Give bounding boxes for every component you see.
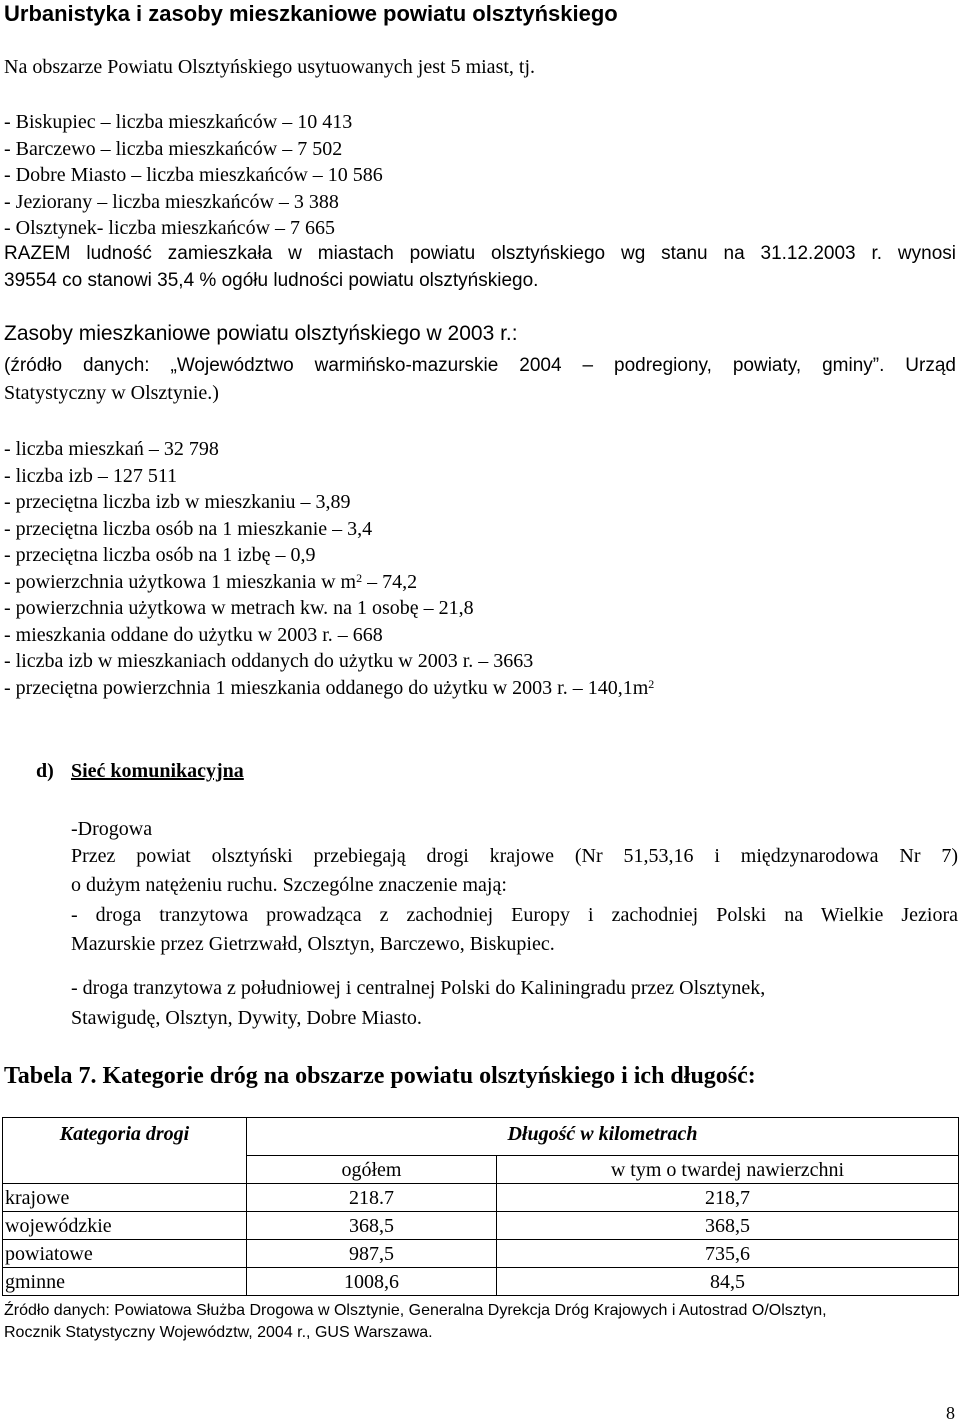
paragraph-line: Przez powiat olsztyński przebiegają drogi krajowe (Nr 51,53,16 i międzynarodowa Nr 7): [71, 845, 958, 867]
road-paragraph-2: [71, 904, 958, 927]
paragraph-line: - droga tranzytowa prowadząca z zachodniej Europy i zachodniej Polski na Wielkie Jeziora: [71, 904, 958, 926]
header-length: Długość w kilometrach: [247, 1118, 959, 1156]
towns-list: [4, 109, 383, 242]
road-paragraph-3-end: Stawigudę, Olsztyn, Dywity, Dobre Miasto.: [71, 1007, 422, 1029]
road-paragraph-3: - droga tranzytowa z południowej i centralnej Polski do Kaliningradu przez Olsztynek,: [71, 977, 766, 999]
cell-category: gminne: [3, 1268, 247, 1296]
table-row: [3, 1212, 959, 1240]
road-paragraph-2-end: Mazurskie przez Gietrzwałd, Olsztyn, Barczewo, Biskupiec.: [71, 933, 555, 955]
housing-source-line-1: [4, 355, 956, 377]
list-item: - liczba mieszkań – 32 798: [4, 438, 219, 460]
list-item: - liczba izb w mieszkaniach oddanych do użytku w 2003 r. – 3663: [4, 650, 534, 672]
source-text: (źródło danych: „Województwo warmińsko-mazurskie 2004 – podregiony, powiaty, gminy”. Urząd: [4, 355, 956, 376]
list-item: - Olsztynek- liczba mieszkańców – 7 665: [4, 217, 336, 239]
cell-total: 1008,6: [247, 1268, 497, 1296]
cell-hard: 735,6: [497, 1240, 959, 1268]
cell-category: wojewódzkie: [3, 1212, 247, 1240]
roads-table: [2, 1117, 959, 1296]
table-row: [3, 1240, 959, 1268]
table-source-line-1: Źródło danych: Powiatowa Służba Drogowa w Olsztynie, Generalna Dyrekcja Dróg Krajowych i Autostrad O/Olsztyn,: [4, 1302, 827, 1319]
list-item: - przeciętna liczba osób na 1 izbę – 0,9: [4, 544, 316, 566]
table-row: [3, 1268, 959, 1296]
list-item: - mieszkania oddane do użytku w 2003 r. – 668: [4, 623, 383, 646]
list-item: - liczba izb – 127 511: [4, 464, 178, 487]
list-item: - powierzchnia użytkowa w metrach kw. na 1 osobę – 21,8: [4, 597, 474, 619]
list-item: - przeciętna liczba osób na 1 mieszkanie – 3,4: [4, 517, 373, 540]
summary-line-2: 39554 co stanowi 35,4 % ogółu ludności powiatu olsztyńskiego.: [4, 270, 539, 291]
cell-category: krajowe: [3, 1184, 247, 1212]
cell-total: 368,5: [247, 1212, 497, 1240]
section-d-label: d): [36, 760, 54, 782]
housing-stats: [4, 436, 654, 701]
section-d-title: Sieć komunikacyjna: [71, 760, 244, 782]
cell-total: 987,5: [247, 1240, 497, 1268]
table-source-line-2: Rocznik Statystyczny Województw, 2004 r., GUS Warszawa.: [4, 1324, 433, 1341]
header-hard: w tym o twardej nawierzchni: [497, 1156, 959, 1184]
page-number: 8: [946, 1403, 955, 1423]
list-item: - przeciętna liczba izb w mieszkaniu – 3,89: [4, 491, 351, 513]
table-row: [3, 1184, 959, 1212]
table-caption: Tabela 7. Kategorie dróg na obszarze powiatu olsztyńskiego i ich długość:: [4, 1063, 756, 1089]
page-heading: Urbanistyka i zasoby mieszkaniowe powiatu olsztyńskiego: [4, 1, 618, 26]
list-item: - Jeziorany – liczba mieszkańców – 3 388: [4, 190, 339, 213]
cell-hard: 84,5: [497, 1268, 959, 1296]
header-category: Kategoria drogi: [3, 1118, 247, 1184]
housing-source-line-2: Statystyczny w Olsztynie.): [4, 382, 219, 404]
road-paragraph-1-end: o dużym natężeniu ruchu. Szczególne znaczenie mają:: [71, 874, 507, 896]
cell-hard: 368,5: [497, 1212, 959, 1240]
list-item: - Dobre Miasto – liczba mieszkańców – 10 586: [4, 164, 383, 186]
cell-hard: 218,7: [497, 1184, 959, 1212]
list-item: - Barczewo – liczba mieszkańców – 7 502: [4, 137, 343, 160]
housing-title: Zasoby mieszkaniowe powiatu olsztyńskiego w 2003 r.:: [4, 322, 518, 345]
summary-line-1: [4, 243, 956, 265]
list-item: - przeciętna powierzchnia 1 mieszkania oddanego do użytku w 2003 r. – $140,1m^2$: [4, 676, 655, 699]
header-total: ogółem: [247, 1156, 497, 1184]
summary-text: RAZEM ludność zamieszkała w miastach powiatu olsztyńskiego wg stanu na 31.12.2003 r. wynosi: [4, 243, 956, 264]
road-paragraph-1: [71, 845, 958, 868]
cell-total: 218.7: [247, 1184, 497, 1212]
cell-category: powiatowe: [3, 1240, 247, 1268]
road-heading: -Drogowa: [71, 818, 153, 840]
table-header-row: [3, 1118, 959, 1156]
intro-text: Na obszarze Powiatu Olsztyńskiego usytuowanych jest 5 miast, tj.: [4, 56, 536, 78]
list-item: - Biskupiec – liczba mieszkańców – 10 413: [4, 111, 353, 133]
list-item: - powierzchnia użytkowa 1 mieszkania w $m^2 - 74,2$: [4, 570, 418, 593]
